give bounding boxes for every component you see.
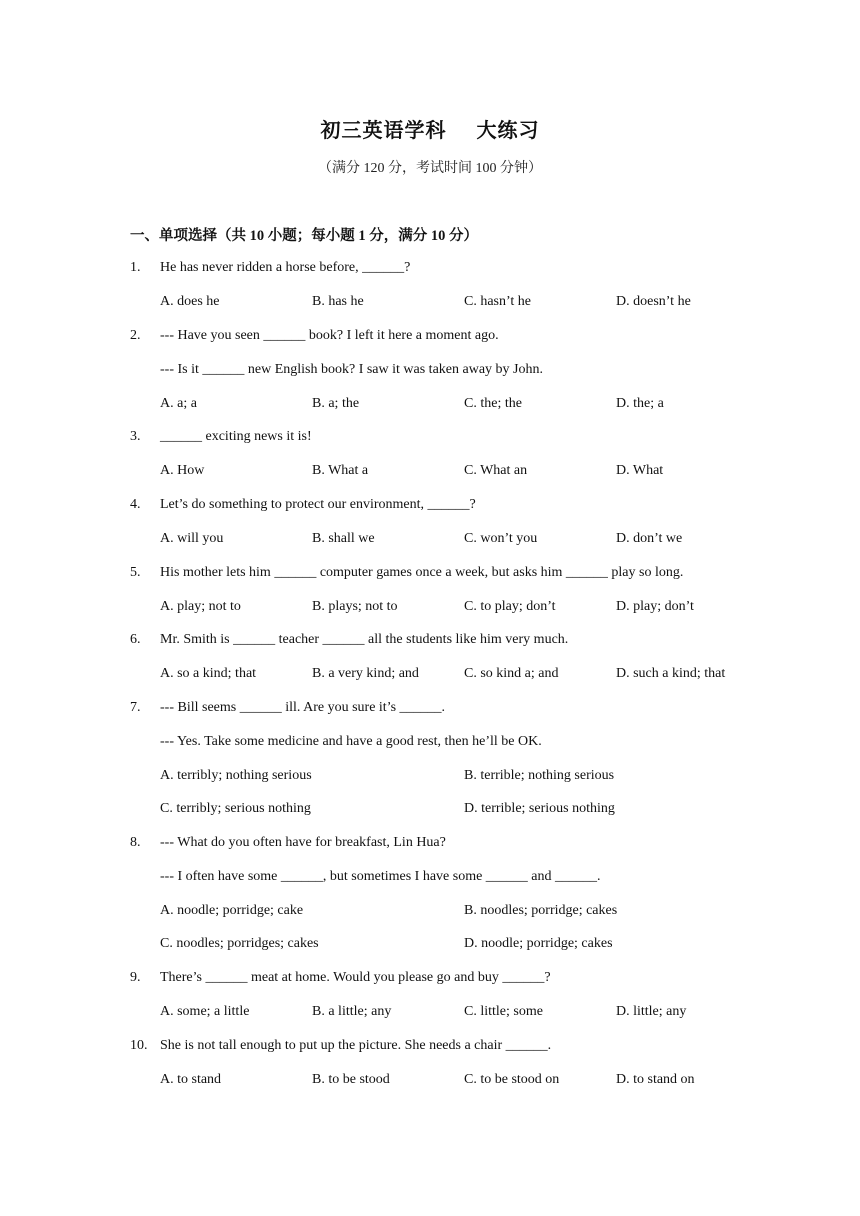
option-a: A. so a kind; that [160,666,257,681]
option-b: B. a little; any [312,1004,392,1019]
option-c: C. What an [464,463,528,478]
option-a: A. How [160,463,205,478]
option-d: D. play; don’t [616,599,694,614]
question-number: 2. [130,328,141,343]
option-d: D. noodle; porridge; cakes [464,936,613,951]
option-d: D. What [616,463,664,478]
option-c: C. the; the [464,396,522,411]
question-number: 4. [130,497,141,512]
section-heading: 一、单项选择（共 10 小题；每小题 1 分，满分 10 分） [130,228,478,244]
option-c: C. to play; don’t [464,599,556,614]
option-b: B. terrible; nothing serious [464,768,615,783]
option-a: A. to stand [160,1072,222,1087]
option-a: A. does he [160,294,220,309]
option-b: B. to be stood [312,1072,390,1087]
option-d: D. such a kind; that [616,666,726,681]
option-a: A. a; a [160,396,197,411]
question-stem: --- What do you often have for breakfast, Lin Hua? [160,835,446,850]
question-stem: Let’s do something to protect our environment, ______? [160,497,476,512]
question-number: 1. [130,260,141,275]
question-stem: ______ exciting news it is! [160,429,312,444]
option-a: A. will you [160,531,224,546]
option-c: C. hasn’t he [464,294,532,309]
option-c: C. won’t you [464,531,538,546]
option-b: B. a; the [312,396,360,411]
question-number: 6. [130,632,141,647]
question-stem: --- Yes. Take some medicine and have a good rest, then he’ll be OK. [160,734,542,749]
question-stem: Mr. Smith is ______ teacher ______ all the students like him very much. [160,632,569,647]
question-stem: He has never ridden a horse before, ______? [160,260,411,275]
question-stem: --- Bill seems ______ ill. Are you sure it’s ______. [160,700,446,715]
exam-info: （满分 120 分，考试时间 100 分钟） [318,161,542,176]
option-d: D. terrible; serious nothing [464,801,615,816]
option-d: D. little; any [616,1004,687,1019]
question-stem: His mother lets him ______ computer games once a week, but asks him ______ play so long. [160,565,684,580]
question-number: 5. [130,565,141,580]
option-b: B. plays; not to [312,599,398,614]
question-number: 7. [130,700,141,715]
option-a: A. some; a little [160,1004,250,1019]
question-stem: --- Have you seen ______ book? I left it here a moment ago. [160,328,499,343]
title-subject: 初三英语学科 [320,120,447,142]
question-number: 3. [130,429,141,444]
option-d: D. don’t we [616,531,683,546]
option-c: C. little; some [464,1004,543,1019]
option-c: C. so kind a; and [464,666,559,681]
title-type: 大练习 [476,120,540,142]
option-c: C. noodles; porridges; cakes [160,936,319,951]
option-b: B. has he [312,294,364,309]
option-d: D. to stand on [616,1072,695,1087]
option-a: A. play; not to [160,599,241,614]
page-title [0,114,860,143]
option-a: A. noodle; porridge; cake [160,903,304,918]
option-d: D. the; a [616,396,664,411]
question-stem: There’s ______ meat at home. Would you please go and buy ______? [160,970,551,985]
option-b: B. noodles; porridge; cakes [464,903,618,918]
option-b: B. a very kind; and [312,666,419,681]
question-stem: She is not tall enough to put up the picture. She needs a chair ______. [160,1038,552,1053]
option-b: B. shall we [312,531,375,546]
option-d: D. doesn’t he [616,294,691,309]
question-stem: --- I often have some ______, but sometimes I have some ______ and ______. [160,869,601,884]
option-b: B. What a [312,463,369,478]
option-a: A. terribly; nothing serious [160,768,312,783]
question-stem: --- Is it ______ new English book? I saw it was taken away by John. [160,362,543,377]
question-number: 10. [130,1038,148,1053]
question-number: 9. [130,970,141,985]
question-number: 8. [130,835,141,850]
option-c: C. to be stood on [464,1072,560,1087]
option-c: C. terribly; serious nothing [160,801,311,816]
